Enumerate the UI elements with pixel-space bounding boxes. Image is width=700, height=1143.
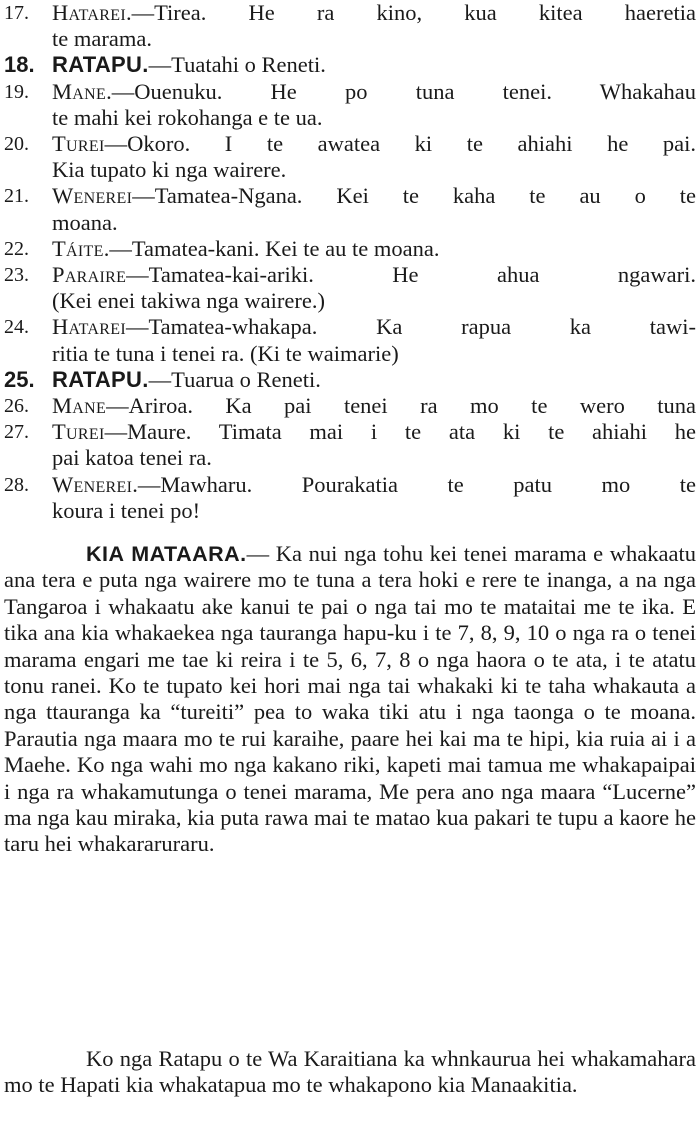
entry-text: Tamatea-Ngana. Kei te kaha te au o te (154, 183, 696, 209)
calendar-entry (0, 236, 700, 262)
entry-continuation: koura i tenei po! (52, 497, 201, 523)
calendar-entry (0, 472, 700, 524)
entry-continuation: moana. (52, 209, 118, 235)
entry-separator: .— (132, 471, 161, 497)
day-name: Mane (52, 393, 107, 419)
entry-text: Tuatahi o Reneti. (171, 52, 326, 78)
entry-separator: — (148, 366, 172, 392)
entry-separator: — (148, 52, 172, 78)
entry-text: Mawharu. Pourakatia te patu mo te (160, 471, 696, 497)
entry-continuation: (Kei enei takiwa nga wairere.) (52, 288, 325, 314)
entry-separator: — (126, 262, 149, 288)
calendar-entry (0, 314, 700, 366)
calendar-entry (0, 131, 700, 183)
entry-text: Maure. Timata mai i te ata ki te ahiahi he (127, 419, 696, 445)
day-name: RATAPU. (52, 52, 149, 78)
notice-body: — Ka nui nga tohu kei tenei marama e whakaatu ana tera e puta nga wairere mo te tuna a tera hoki e rere te inanga, a na nga Tangaroa i whakaatu ake kanui te pai o nga tai mo te mataitai me te ika. E tika ana kia whakaekea nga tauranga hapu-ku i te 7, 8, 9, 10 o nga ra o tenei marama engari me tae ki reira i te 5, 6, 7, 8 o nga haora o te ata, i te atatu tonu ranei. Ko te tupato kei hori mai nga tai whakaki ki te taha whakauta a nga ttauranga ka “tureiti” pea to waka tiki atu i nga taonga o te moana. Parautia nga maara mo te rui karaihe, paare hei kai ma te hipi, kia ruia ai i a Maehe. Ko nga wahi mo nga kakano riki, kapeti mai tamua me whakapaipai i nga ra whakamutunga o tenei marama, Me pera ano nga maara “Lucerne” ma nga kau miraka, kia puta rawa mai te matao kua pakari te tupu a kaore he taru hei whakararuraru. (4, 541, 696, 857)
calendar-entries (0, 0, 700, 524)
day-name: Paraire (52, 262, 127, 288)
day-name: Hatarei (52, 314, 126, 340)
entry-separator: — (104, 131, 128, 157)
entry-separator: — (106, 393, 129, 419)
entry-text: Tuarua o Reneti. (171, 366, 321, 392)
day-number: 18. (4, 52, 35, 78)
calendar-entry (0, 183, 700, 235)
entry-text: Tirea. He ra kino, kua kitea haeretia (154, 0, 696, 25)
day-number: 23. (4, 264, 29, 287)
day-number: 28. (4, 473, 29, 496)
notice-heading: KIA MATAARA. (86, 542, 247, 566)
entry-text: Ariroa. Ka pai tenei ra mo te wero tuna (128, 393, 696, 419)
calendar-entry-sunday (0, 367, 700, 393)
entry-separator: — (125, 314, 149, 340)
day-name: Wenerei (52, 471, 133, 497)
day-name: Hatarei (52, 0, 126, 25)
entry-continuation: te marama. (52, 26, 152, 52)
closing-paragraph (4, 1046, 696, 1099)
calendar-entry (0, 79, 700, 131)
day-number: 24. (4, 316, 29, 339)
notice-paragraph (4, 541, 696, 858)
day-number: 27. (4, 421, 29, 444)
entry-text: Ouenuku. He po tuna tenei. Whakahau (134, 78, 696, 104)
entry-separator: .— (103, 235, 132, 261)
entry-separator: — (104, 419, 128, 445)
day-name: Mane (52, 78, 107, 104)
day-name: Turei (52, 131, 105, 157)
day-number: 22. (4, 237, 29, 260)
calendar-entry (0, 262, 700, 314)
day-number: 17. (4, 2, 29, 24)
calendar-entry-sunday (0, 52, 700, 78)
day-number: 21. (4, 185, 29, 208)
entry-continuation: te mahi kei rokohanga e te ua. (52, 104, 323, 130)
day-name: Turei (52, 419, 105, 445)
calendar-entry (0, 0, 700, 52)
day-number: 26. (4, 395, 29, 418)
entry-separator: — (132, 183, 155, 209)
entry-text: Okoro. I te awatea ki te ahiahi he pai. (127, 131, 696, 157)
calendar-entry (0, 419, 700, 471)
day-number: 25. (4, 366, 35, 392)
day-name: Wenerei (52, 183, 133, 209)
entry-separator: .— (125, 0, 155, 25)
day-number: 19. (4, 80, 29, 103)
entry-continuation: pai katoa tenei ra. (52, 445, 212, 471)
entry-text: Tamatea-kani. Kei te au te moana. (131, 235, 440, 261)
day-name: RATAPU. (52, 366, 149, 392)
entry-continuation: ritia te tuna i tenei ra. (Ki te waimarie) (52, 340, 399, 366)
entry-text: Tamatea-whakapa. Ka rapua ka tawi- (148, 314, 696, 340)
closing-text: Ko nga Ratapu o te Wa Karaitiana ka whnkaurua hei whakamahara mo te Hapati kia whakatapua mo te whakapono kia Manaakitia. (4, 1046, 696, 1098)
day-name: Táite (52, 235, 104, 261)
day-number: 20. (4, 133, 29, 156)
entry-continuation: Kia tupato ki nga wairere. (52, 157, 287, 183)
calendar-entry (0, 393, 700, 419)
entry-text: Tamatea-kai-ariki. He ahua ngawari. (148, 262, 696, 288)
entry-separator: .— (106, 78, 135, 104)
